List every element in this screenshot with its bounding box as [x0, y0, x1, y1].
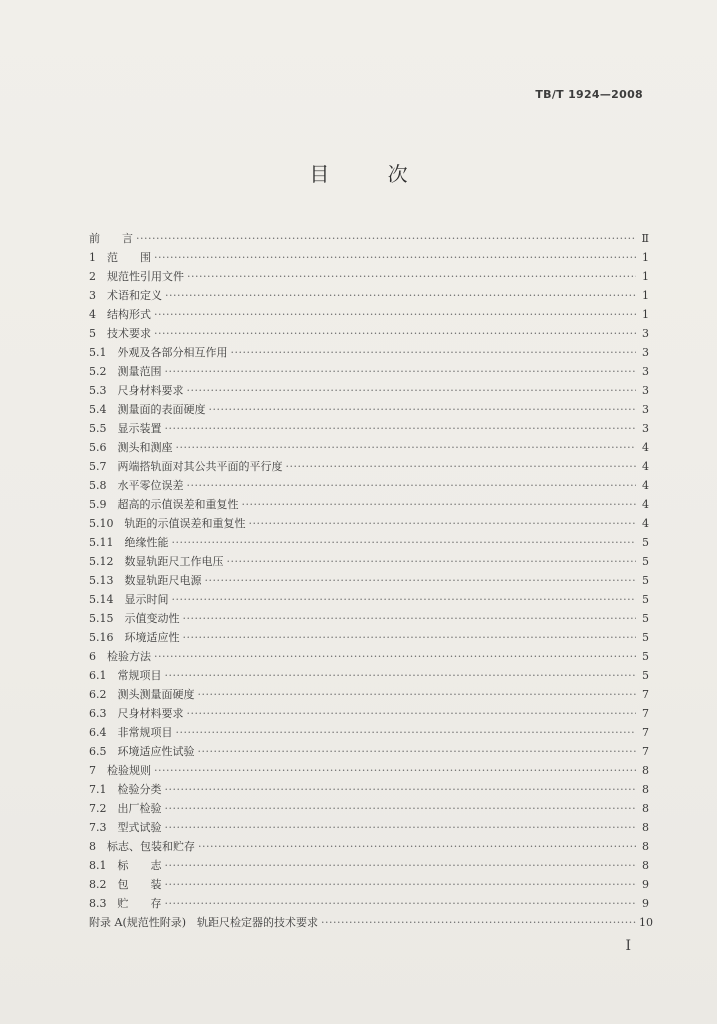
toc-entry-page: 7: [642, 688, 649, 701]
toc-entry: [89, 572, 649, 591]
toc-leader-dots: [172, 536, 637, 549]
toc-leader-dots: [165, 365, 637, 378]
toc-entry: [89, 420, 649, 439]
toc-entry-label: 5 技术要求: [89, 327, 151, 340]
toc-leader-dots: [154, 251, 636, 264]
toc-entry-page: 5: [642, 555, 649, 568]
toc-entry-label: 5.8 水平零位误差: [89, 479, 184, 492]
toc-entry: [89, 363, 649, 382]
toc-leader-dots: [321, 916, 636, 929]
toc-entry: [89, 591, 649, 610]
toc-leader-dots: [176, 726, 637, 739]
toc-entry-page: 1: [642, 251, 649, 264]
toc-entry-page: 8: [642, 783, 649, 796]
toc-entry-page: Ⅱ: [641, 232, 649, 245]
toc-entry: [89, 686, 649, 705]
toc-entry: [89, 876, 649, 895]
toc-entry: [89, 325, 649, 344]
toc-entry-label: 6.2 测头测量面硬度: [89, 688, 195, 701]
toc-entry-page: 3: [642, 346, 649, 359]
toc-entry-label: 5.7 两端搭轨面对其公共平面的平行度: [89, 460, 283, 473]
toc-leader-dots: [154, 764, 636, 777]
toc-entry: [89, 724, 649, 743]
toc-entry-page: 4: [642, 460, 649, 473]
toc-leader-dots: [242, 498, 637, 511]
toc-leader-dots: [165, 783, 637, 796]
toc-entry-label: 3 术语和定义: [89, 289, 162, 302]
toc-entry-label: 5.15 示值变动性: [89, 612, 180, 625]
toc-entry-label: 8.1 标 志: [89, 859, 162, 872]
toc-entry-page: 5: [642, 574, 649, 587]
toc-entry: [89, 762, 649, 781]
toc-entry: [89, 230, 649, 249]
toc-entry-page: 5: [642, 669, 649, 682]
toc-entry-page: 3: [642, 327, 649, 340]
toc-leader-dots: [176, 441, 637, 454]
toc-entry-label: 6.5 环境适应性试验: [89, 745, 195, 758]
toc-leader-dots: [165, 669, 637, 682]
toc-entry-label: 5.10 轨距的示值误差和重复性: [89, 517, 246, 530]
toc-leader-dots: [154, 308, 636, 321]
toc-entry-page: 9: [642, 897, 649, 910]
toc-entry-label: 5.13 数显轨距尺电源: [89, 574, 202, 587]
toc-entry: [89, 382, 649, 401]
toc-leader-dots: [165, 821, 637, 834]
toc-entry: [89, 268, 649, 287]
toc-entry: [89, 287, 649, 306]
toc-entry-label: 7.3 型式试验: [89, 821, 162, 834]
toc-entry-page: 3: [642, 403, 649, 416]
toc-leader-dots: [249, 517, 637, 530]
toc-entry-label: 7 检验规则: [89, 764, 151, 777]
toc-leader-dots: [205, 574, 637, 587]
toc-entry-label: 7.2 出厂检验: [89, 802, 162, 815]
toc-entry-page: 7: [642, 726, 649, 739]
document-code: TB/T 1924—2008: [535, 88, 643, 101]
toc-entry-page: 5: [642, 536, 649, 549]
toc-entry: [89, 477, 649, 496]
toc-entry-label: 5.2 测量范围: [89, 365, 162, 378]
toc-entry: [89, 781, 649, 800]
toc-entry: [89, 743, 649, 762]
toc-entry-page: 4: [642, 479, 649, 492]
toc-entry-page: 8: [642, 764, 649, 777]
toc-entry-label: 5.11 绝缘性能: [89, 536, 169, 549]
toc-entry-label: 5.3 尺身材料要求: [89, 384, 184, 397]
toc-leader-dots: [154, 650, 636, 663]
toc-entry: [89, 648, 649, 667]
toc-leader-dots: [187, 707, 637, 720]
toc-entry-label: 1 范 围: [89, 251, 151, 264]
toc-entry-label: 附录 A(规范性附录) 轨距尺检定器的技术要求: [89, 916, 319, 929]
toc-entry: [89, 306, 649, 325]
toc-entry-label: 5.6 测头和测座: [89, 441, 173, 454]
toc-entry-page: 3: [642, 422, 649, 435]
toc-entry-label: 6.3 尺身材料要求: [89, 707, 184, 720]
toc-entry-label: 6.1 常规项目: [89, 669, 162, 682]
toc-leader-dots: [209, 403, 637, 416]
toc-entry-page: 4: [642, 498, 649, 511]
toc-entry: [89, 344, 649, 363]
toc-entry-label: 5.5 显示装置: [89, 422, 162, 435]
toc-leader-dots: [187, 479, 637, 492]
toc-entry: [89, 553, 649, 572]
toc-entry-page: 8: [642, 802, 649, 815]
toc-leader-dots: [198, 745, 637, 758]
toc-leader-dots: [136, 232, 636, 245]
toc-entry: [89, 496, 649, 515]
toc-entry-page: 8: [642, 840, 649, 853]
toc-leader-dots: [165, 859, 637, 872]
toc-entry: [89, 610, 649, 629]
toc-entry: [89, 819, 649, 838]
toc-entry-label: 6 检验方法: [89, 650, 151, 663]
toc-entry-label: 5.1 外观及各部分相互作用: [89, 346, 228, 359]
toc-leader-dots: [165, 289, 636, 302]
toc-entry-label: 6.4 非常规项目: [89, 726, 173, 739]
toc-leader-dots: [183, 612, 637, 625]
toc-leader-dots: [187, 270, 636, 283]
toc-entry-label: 8 标志、包装和贮存: [89, 840, 195, 853]
toc-entry: [89, 458, 649, 477]
toc-entry-page: 1: [642, 308, 649, 321]
table-of-contents: [89, 230, 653, 933]
toc-leader-dots: [198, 840, 636, 853]
toc-leader-dots: [154, 327, 636, 340]
toc-leader-dots: [165, 897, 637, 910]
toc-entry-page: 1: [642, 270, 649, 283]
toc-entry-label: 8.3 贮 存: [89, 897, 162, 910]
toc-entry-page: 9: [642, 878, 649, 891]
toc-entry: [89, 401, 649, 420]
toc-entry: [89, 838, 649, 857]
toc-entry-label: 5.12 数显轨距尺工作电压: [89, 555, 224, 568]
toc-entry-page: 5: [642, 593, 649, 606]
toc-entry-label: 5.9 超高的示值误差和重复性: [89, 498, 239, 511]
toc-entry: [89, 800, 649, 819]
toc-entry-page: 5: [642, 631, 649, 644]
toc-leader-dots: [286, 460, 637, 473]
toc-entry-page: 7: [642, 745, 649, 758]
toc-leader-dots: [187, 384, 637, 397]
toc-entry-page: 8: [642, 859, 649, 872]
toc-entry-label: 前 言: [89, 232, 133, 245]
toc-entry-label: 2 规范性引用文件: [89, 270, 184, 283]
toc-entry: [89, 914, 653, 933]
toc-entry-page: 5: [642, 612, 649, 625]
toc-entry-label: 5.14 显示时间: [89, 593, 169, 606]
toc-entry-page: 10: [639, 916, 653, 929]
toc-leader-dots: [165, 878, 637, 891]
toc-entry: [89, 857, 649, 876]
toc-entry-page: 5: [642, 650, 649, 663]
toc-entry-page: 3: [642, 384, 649, 397]
toc-entry-page: 8: [642, 821, 649, 834]
toc-entry-page: 3: [642, 365, 649, 378]
toc-entry: [89, 705, 649, 724]
toc-entry-page: 4: [642, 517, 649, 530]
toc-entry-page: 4: [642, 441, 649, 454]
toc-leader-dots: [172, 593, 637, 606]
toc-entry: [89, 439, 649, 458]
toc-entry: [89, 667, 649, 686]
toc-leader-dots: [165, 422, 637, 435]
toc-entry-label: 4 结构形式: [89, 308, 151, 321]
toc-leader-dots: [231, 346, 637, 359]
toc-entry-label: 5.4 测量面的表面硬度: [89, 403, 206, 416]
toc-leader-dots: [198, 688, 637, 701]
page-number: Ⅰ: [625, 938, 631, 954]
toc-leader-dots: [165, 802, 637, 815]
toc-leader-dots: [183, 631, 637, 644]
toc-entry-page: 1: [642, 289, 649, 302]
page-title: 目 次: [309, 162, 434, 186]
toc-entry: [89, 249, 649, 268]
toc-entry: [89, 534, 649, 553]
toc-entry: [89, 629, 649, 648]
toc-entry: [89, 515, 649, 534]
toc-entry-label: 8.2 包 装: [89, 878, 162, 891]
toc-leader-dots: [227, 555, 637, 568]
toc-entry: [89, 895, 649, 914]
toc-entry-label: 7.1 检验分类: [89, 783, 162, 796]
toc-entry-page: 7: [642, 707, 649, 720]
toc-entry-label: 5.16 环境适应性: [89, 631, 180, 644]
